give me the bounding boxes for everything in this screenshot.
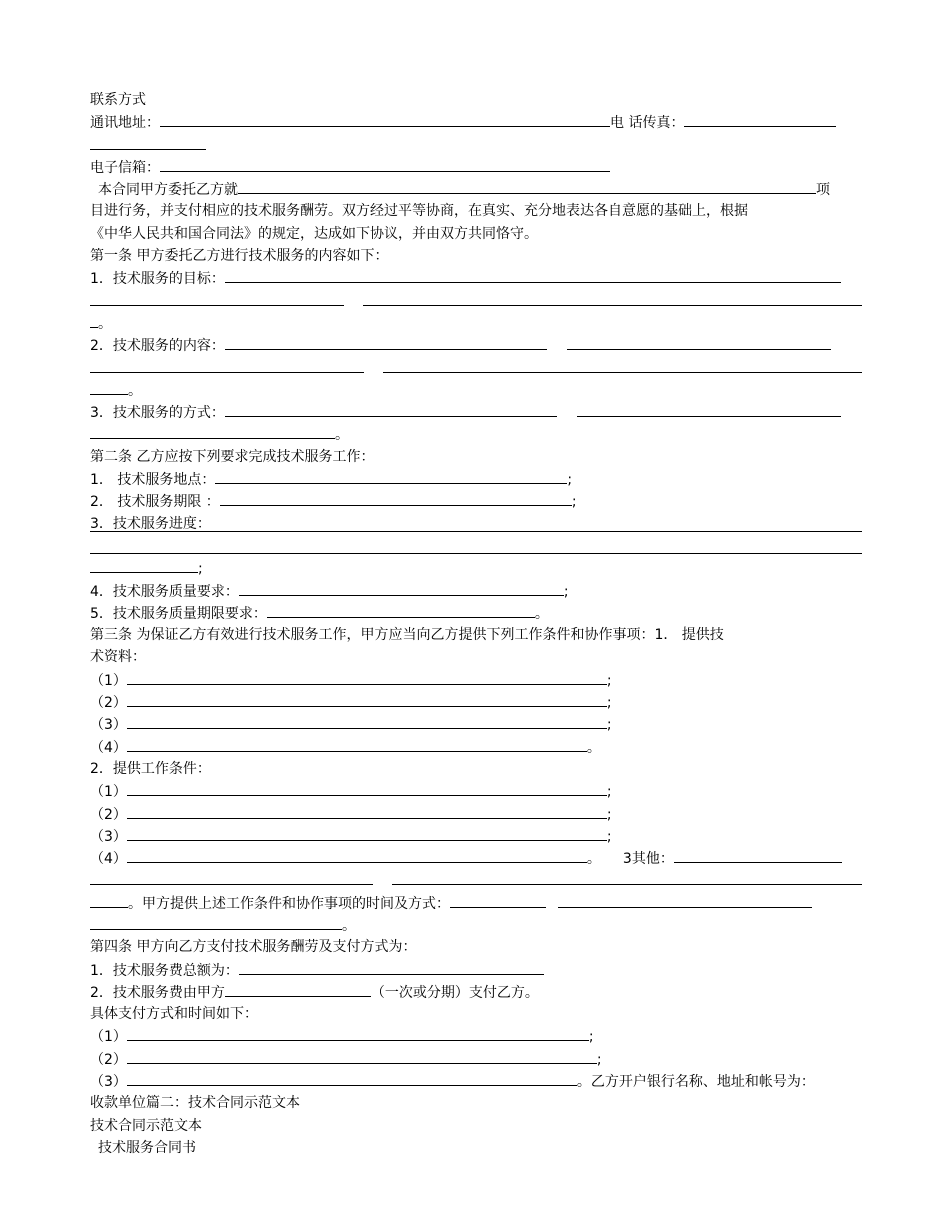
- service-method-blank-2[interactable]: [577, 401, 841, 417]
- address-line: 通讯地址： 电 话传真：: [90, 111, 862, 133]
- contact-heading: 联系方式: [90, 92, 146, 108]
- fax-blank[interactable]: [684, 111, 836, 127]
- service-content-blank-2[interactable]: [567, 334, 831, 350]
- tech-data-3-blank[interactable]: [127, 713, 607, 729]
- tech-data-2: （2） ;: [90, 691, 862, 713]
- intro-text-2: 《中华人民共和国合同法》的规定，达成如下协议，并由双方共同恪守。: [90, 225, 538, 242]
- article-3-title: 第三条 为保证乙方有效进行技术服务工作，甲方应当向乙方提供下列工作条件和协作事项：1． 提供技: [90, 627, 724, 644]
- service-content-blank-4[interactable]: [383, 357, 862, 373]
- article-4-title: 第四条 甲方向乙方支付技术服务酬劳及支付方式为：: [90, 939, 417, 956]
- tech-data-3: （3） ;: [90, 713, 862, 735]
- service-progress-blank[interactable]: [90, 531, 862, 532]
- email-line: 电子信箱：: [90, 156, 862, 178]
- email-blank[interactable]: [160, 156, 610, 172]
- quality-req-line: 4．技术服务质量要求： ;: [90, 580, 862, 602]
- service-goal-blank[interactable]: [225, 267, 841, 283]
- tech-data-4-blank[interactable]: [127, 736, 587, 752]
- provision-time-blank[interactable]: [450, 892, 546, 908]
- tech-data-1-blank[interactable]: [127, 669, 607, 685]
- service-content-blank[interactable]: [225, 334, 547, 350]
- article-2-title: 第二条 乙方应按下列要求完成技术服务工作：: [90, 448, 375, 465]
- fax-continuation: [90, 134, 862, 156]
- provision-time-blank-3[interactable]: [90, 914, 342, 930]
- quality-req-blank[interactable]: [239, 580, 564, 596]
- fee-total-blank[interactable]: [239, 959, 544, 975]
- quality-period-line: 5．技术服务质量期限要求： 。: [90, 602, 862, 624]
- work-cond-3-blank[interactable]: [127, 825, 607, 841]
- intro-text-1: 目进行务，并支付相应的技术服务酬劳。双方经过平等协商，在真实、充分地表达各自意愿的基础上，根据: [90, 203, 748, 220]
- work-cond-2-blank[interactable]: [127, 803, 607, 819]
- doc-sample-title: 技术合同示范文本: [90, 1117, 202, 1134]
- contract-page: [90, 89, 862, 1159]
- other-cont: [90, 869, 862, 891]
- payment-3-blank[interactable]: [127, 1070, 577, 1086]
- service-progress-blank-3[interactable]: [90, 557, 198, 573]
- payment-2: （2） ;: [90, 1048, 862, 1070]
- quality-period-blank[interactable]: [267, 602, 535, 618]
- service-goal-blank-3[interactable]: [363, 290, 862, 306]
- fee-payer-blank[interactable]: [225, 981, 371, 997]
- article-3-cont: 术资料：: [90, 649, 146, 666]
- service-goal-line: 1．技术服务的目标：: [90, 267, 862, 289]
- service-period-blank[interactable]: [220, 490, 572, 506]
- service-method-blank[interactable]: [225, 401, 557, 417]
- service-location-blank[interactable]: [215, 468, 567, 484]
- payment-1-blank[interactable]: [127, 1025, 589, 1041]
- project-blank[interactable]: [238, 178, 816, 194]
- payment-1: （1） ;: [90, 1025, 862, 1047]
- service-goal-end: 。: [90, 312, 862, 334]
- other-blank-2[interactable]: [90, 869, 373, 885]
- work-cond-4-blank[interactable]: [127, 847, 587, 863]
- work-cond-4: （4） 。 3其他：: [90, 847, 862, 869]
- service-content-end: 。: [90, 379, 862, 401]
- service-location-line: 1． 技术服务地点： ;: [90, 468, 862, 490]
- fee-total-line: 1．技术服务费总额为：: [90, 959, 862, 981]
- payment-3: （3） 。乙方开户银行名称、地址和帐号为：: [90, 1070, 862, 1092]
- tech-data-1: （1） ;: [90, 669, 862, 691]
- tech-data-4: （4） 。: [90, 736, 862, 758]
- service-progress-cont: [90, 535, 862, 557]
- service-content-blank-3[interactable]: [90, 357, 364, 373]
- service-content-line: 2．技术服务的内容：: [90, 334, 862, 356]
- service-method-end: 。: [90, 423, 862, 445]
- service-period-line: 2． 技术服务期限 ： ;: [90, 490, 862, 512]
- provision-time-blank-2[interactable]: [558, 892, 812, 908]
- other-blank-3[interactable]: [392, 869, 862, 885]
- article-1-title: 第一条 甲方委托乙方进行技术服务的内容如下：: [90, 248, 389, 265]
- work-cond-2: （2） ;: [90, 803, 862, 825]
- doc-part-two: 收款单位篇二：技术合同示范文本: [90, 1095, 300, 1112]
- tech-data-2-blank[interactable]: [127, 691, 607, 707]
- other-blank-4[interactable]: [90, 892, 128, 908]
- service-progress-line: 3．技术服务进度：: [90, 513, 862, 535]
- service-content-blank-5[interactable]: [90, 379, 128, 395]
- payment-method-title: 具体支付方式和时间如下：: [90, 1006, 258, 1023]
- service-content-cont: [90, 357, 862, 379]
- intro-line: 本合同甲方委托乙方就 项: [90, 178, 862, 200]
- other-blank[interactable]: [674, 847, 842, 863]
- service-method-line: 3．技术服务的方式：: [90, 401, 862, 423]
- work-cond-1: （1） ;: [90, 780, 862, 802]
- work-cond-1-blank[interactable]: [127, 780, 607, 796]
- address-blank[interactable]: [160, 111, 610, 127]
- service-goal-cont: [90, 290, 862, 312]
- service-progress-end: ;: [90, 557, 862, 579]
- doc-contract-title: 技术服务合同书: [98, 1139, 196, 1156]
- work-conditions-title: 2．提供工作条件：: [90, 760, 211, 777]
- work-cond-3: （3） ;: [90, 825, 862, 847]
- service-method-blank-3[interactable]: [90, 423, 335, 439]
- payment-2-blank[interactable]: [127, 1048, 597, 1064]
- provision-time-line: 。甲方提供上述工作条件和协作事项的时间及方式：: [90, 892, 862, 914]
- fax-blank-cont[interactable]: [90, 134, 206, 150]
- service-goal-blank-2[interactable]: [90, 290, 344, 306]
- provision-time-end: 。: [90, 914, 862, 936]
- service-goal-blank-4[interactable]: [90, 312, 98, 328]
- fee-payer-line: 2．技术服务费由甲方 （一次或分期）支付乙方。: [90, 981, 862, 1003]
- service-progress-blank-2[interactable]: [90, 553, 862, 554]
